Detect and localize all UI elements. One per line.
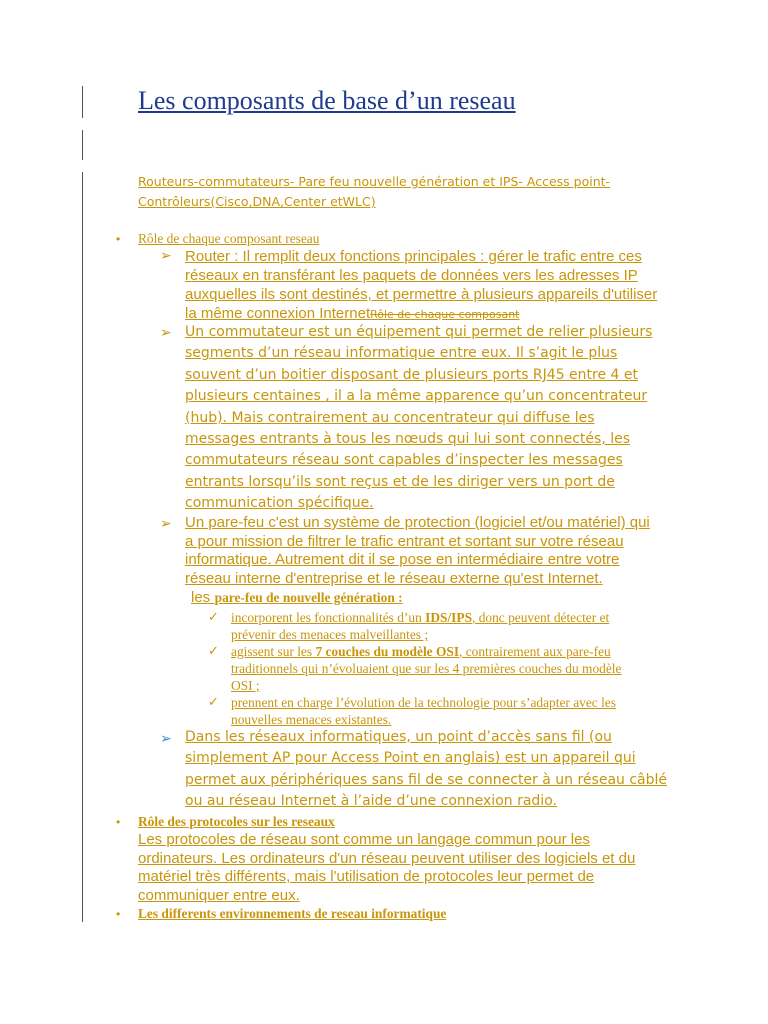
ngfw-feature — [231, 694, 616, 728]
bullet-marker: • — [116, 232, 121, 246]
paragraph-line: matériel très différents, mais l'utilisation de protocoles leur permet de — [138, 868, 595, 885]
paragraph-line: réseaux en transférant les paquets de données vers les adresses IP — [185, 267, 638, 284]
struck-text: Rôle de chaque composant — [370, 308, 520, 321]
feature-text: OSI ; — [231, 678, 260, 693]
revision-bar — [82, 172, 83, 232]
feature-text: agissent sur les — [231, 644, 316, 659]
paragraph-line: Router : Il remplit deux fonctions principales : gérer le trafic entre ces — [185, 248, 642, 265]
checkmark-icon: ✓ — [208, 694, 219, 709]
arrow-bullet-icon: ➢ — [160, 247, 172, 263]
paragraph-line: auxquelles ils sont destinés, et permettre à plusieurs appareils d'utiliser — [185, 286, 658, 303]
protocols-paragraph — [138, 831, 635, 905]
ngfw-label: pare-feu de nouvelle génération : — [214, 590, 403, 605]
feature-text: , contrairement aux pare-feu — [459, 644, 611, 659]
access-point-paragraph — [185, 727, 667, 813]
ngfw-heading — [185, 589, 403, 607]
feature-text: prennent en charge l’évolution de la technologie pour s’adapter avec les — [231, 695, 616, 710]
revision-bar — [82, 86, 83, 118]
paragraph-line: Dans les réseaux informatiques, un point d’accès sans fil (ou — [185, 729, 612, 745]
paragraph-line: Les protocoles de réseau sont comme un langage commun pour les — [138, 831, 590, 848]
bullet-heading: Les differents environnements de reseau informatique — [138, 906, 447, 921]
checkmark-icon: ✓ — [208, 643, 219, 658]
revision-bar — [82, 232, 83, 922]
paragraph-line: la même connexion Internet — [185, 305, 371, 322]
feature-text: incorporent les fonctionnalités d’un — [231, 610, 426, 625]
feature-text: , donc peuvent détecter et — [472, 610, 610, 625]
switch-paragraph — [185, 322, 652, 515]
paragraph-line: souvent d’un boitier disposant de plusieurs ports RJ45 entre 4 et — [185, 366, 639, 383]
arrow-bullet-icon: ➢ — [160, 515, 172, 531]
paragraph-line: communiquer entre eux. — [138, 886, 300, 904]
paragraph-line: communication spécifique. — [185, 495, 374, 512]
router-paragraph — [185, 247, 657, 324]
paragraph-line: commutateurs réseau sont capables d’inspecter les messages — [185, 452, 623, 469]
feature-text: prévenir des menaces malveillantes ; — [231, 627, 429, 642]
paragraph-line: segments d’un réseau informatique entre eux. Il s’agit le plus — [185, 345, 618, 362]
paragraph-line: réseau interne d'entreprise et le réseau externe qu'est Internet. — [185, 569, 603, 587]
paragraph-line: ordinateurs. Les ordinateurs d'un réseau peuvent utiliser des logiciels et du — [138, 849, 636, 867]
feature-text: traditionnels qui n’évoluaient que sur les 4 premières couches du modèle — [231, 661, 622, 676]
paragraph-line: simplement AP pour Access Point en anglais) est un appareil qui — [185, 750, 636, 767]
subtitle-line: Contrôleurs(Cisco,DNA,Center etWLC) — [138, 194, 376, 209]
paragraph-line: Un commutateur est un équipement qui permet de relier plusieurs — [185, 324, 653, 340]
paragraph-line: messages entrants à tous les nœuds qui lui sont connectés, les — [185, 431, 631, 448]
paragraph-line: Un pare-feu c'est un système de protection (logiciel et/ou matériel) qui — [185, 514, 650, 531]
revision-bar — [82, 130, 83, 160]
subtitle-line: Routeurs-commutateurs- Pare feu nouvelle génération et IPS- Access point- — [138, 174, 611, 189]
paragraph-line: plusieurs centaines , il a la même apparence qu’un concentrateur — [185, 388, 648, 405]
ngfw-prefix: les — [191, 589, 211, 606]
paragraph-line: informatique. Autrement dit il se pose en intermédiaire entre votre — [185, 551, 620, 568]
paragraph-line: permet aux périphériques sans fil de se connecter à un réseau câblé — [185, 771, 668, 788]
arrow-bullet-icon: ➢ — [160, 324, 172, 340]
paragraph-line: ou au réseau Internet à l’aide d’une connexion radio. — [185, 793, 557, 810]
feature-bold: 7 couches du modèle OSI — [315, 644, 460, 659]
ngfw-feature — [231, 609, 609, 643]
paragraph-line: (hub). Mais contrairement au concentrateur qui diffuse les — [185, 409, 595, 426]
subtitle — [138, 172, 610, 212]
bullet-heading: Rôle de chaque composant reseau — [138, 231, 320, 246]
feature-text: nouvelles menaces existantes. — [231, 712, 392, 727]
checkmark-icon: ✓ — [208, 609, 219, 624]
feature-bold: IDS/IPS — [425, 610, 473, 625]
bullet-heading: Rôle des protocoles sur les reseaux — [138, 814, 335, 829]
firewall-paragraph — [185, 514, 650, 588]
paragraph-line: a pour mission de filtrer le trafic entrant et sortant sur votre réseau — [185, 532, 624, 550]
bullet-marker: • — [116, 815, 121, 829]
ngfw-feature — [231, 643, 621, 694]
document-title: Les composants de base d’un reseau — [138, 86, 516, 115]
paragraph-line: entrants lorsqu’ils sont reçus et de les diriger vers un port de — [185, 473, 615, 490]
arrow-bullet-icon: ➢ — [160, 730, 172, 746]
bullet-marker: • — [116, 907, 121, 921]
